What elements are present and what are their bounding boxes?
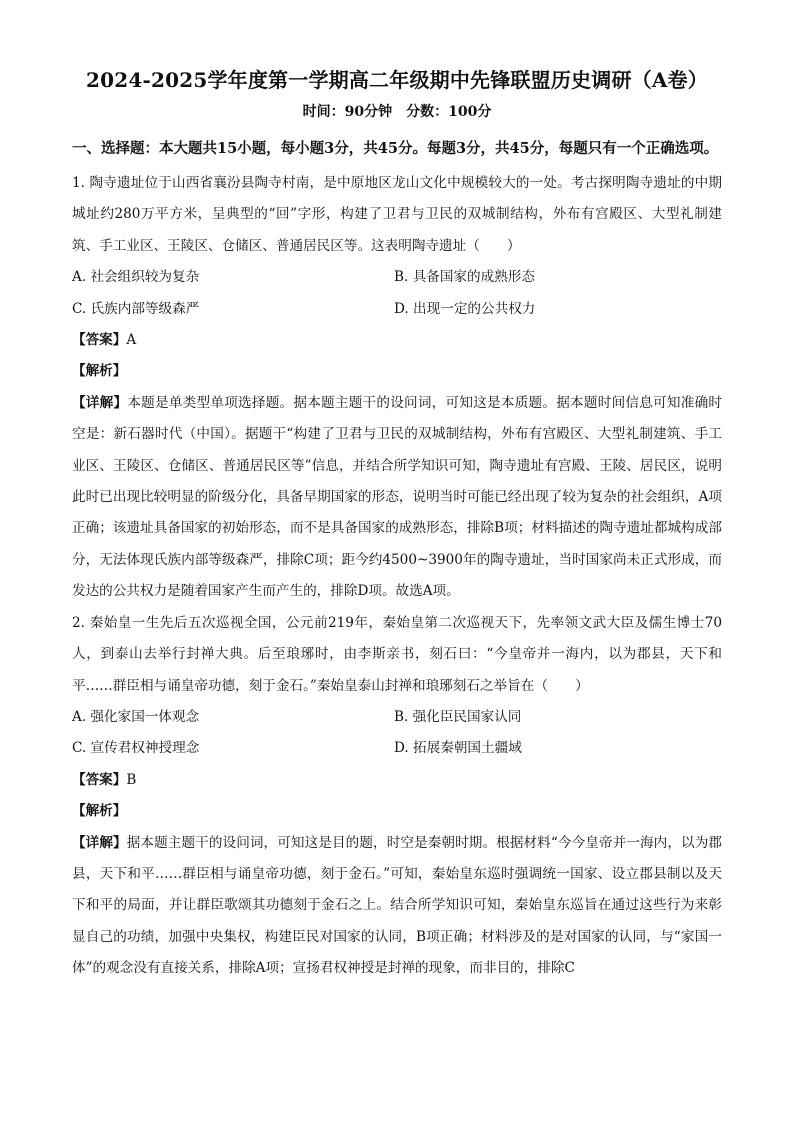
question-stem: 1. 陶寺遗址位于山西省襄汾县陶寺村南，是中原地区龙山文化中规模较大的一处。考古探明陶寺遗址的中期城址约280万平方米，呈典型的“回”字形，构建了卫君与卫民的双城制结构，外布有宫殿区、大型礼制建筑、手工业区、王陵区、仓储区、普通居民区等。这表明陶寺遗址（ ）: [72, 175, 722, 254]
answer-line: [72, 325, 722, 356]
section-heading: 一、选择题：本大题共15小题，每小题3分，共45分。每题3分，共45分，每题只有一个正确选项。: [72, 140, 719, 157]
detail-paragraph: [72, 828, 722, 985]
option-d: D. 拓展秦朝国土疆域: [394, 740, 522, 757]
question-stem: 2. 秦始皇一生先后五次巡视全国，公元前219年，秦始皇第二次巡视天下，先率领文武大臣及儒生博士70人，到泰山去举行封禅大典。后至琅琊时，由李斯亲书，刻石曰：“今皇帝并一海内，以为郡县，天下和平……群臣相与诵皇帝功德，刻于金石。”秦始皇泰山封禅和琅琊刻石之举旨在（ ）: [72, 614, 722, 694]
answer-label: 【答案】: [72, 771, 127, 788]
detail-label: 【详解】: [72, 834, 127, 851]
answer-value: A: [126, 332, 137, 349]
detail-paragraph: [72, 388, 722, 608]
option-b: B. 强化臣民国家认同: [394, 708, 522, 725]
options-list: [72, 262, 722, 325]
exam-title: 2024-2025学年度第一学期高二年级期中先锋联盟历史调研（A卷）: [86, 68, 708, 92]
options-list: [72, 702, 722, 765]
option-c: C. 氏族内部等级森严: [72, 300, 200, 317]
answer-value: B: [126, 771, 137, 788]
detail-text: 据本题主题干的设问词，可知这是目的题，时空是秦朝时期。根据材料“今今皇帝并一海内，以为郡县，天下和平……群臣相与诵皇帝功德，刻于金石。”可知，秦始皇东巡时强调统一国家、设立郡县制以及天下和平的局面，并让群臣歌颂其功德刻于金石之上。结合所学知识可知，秦始皇东巡旨在通过这些行为来彰显自己的功绩，加强中央集权，构建臣民对国家的认同，B项正确；材料涉及的是对国家的认同，与“家国一体”的观念没有直接关系，排除A项；宣扬君权神授是封禅的现象，而非目的，排除C: [72, 834, 723, 977]
option-c: C. 宣传君权神授理念: [72, 740, 200, 757]
answer-label: 【答案】: [72, 332, 127, 349]
option-a: A. 强化家国一体观念: [72, 708, 200, 725]
analysis-label: 【解析】: [72, 803, 127, 820]
detail-text: 本题是单类型单项选择题。据本题主题干的设问词，可知这是本质题。据本题时间信息可知准确时空是：新石器时代（中国）。据题干“构建了卫君与卫民的双城制结构，外布有宫殿区、大型礼制建筑、手工业区、王陵区、仓储区、普通居民区等”信息，并结合所学知识可知，陶寺遗址有宫殿、王陵、居民区，说明此时已出现比较明显的阶级分化，具备早期国家的形态，说明当时可能已经出现了较为复杂的社会组织，A项正确；该遗址具备国家的初始形态，而不是具备国家的成熟形态，排除B项；材料描述的陶寺遗址都城构成部分，无法体现氏族内部等级森严，排除C项；距今约4500~3900年的陶寺遗址，当时国家尚未正式形成，而发达的公共权力是随着国家产生而产生的，排除D项。故选A项。: [72, 394, 723, 600]
exam-subtitle: 时间：90分钟 分数：100分: [302, 104, 492, 120]
question-1: [72, 168, 722, 608]
option-a: A. 社会组织较为复杂: [72, 269, 200, 286]
option-d: D. 出现一定的公共权力: [394, 300, 536, 317]
analysis-label: 【解析】: [72, 363, 127, 380]
question-2: [72, 608, 722, 985]
detail-label: 【详解】: [72, 394, 128, 411]
option-b: B. 具备国家的成熟形态: [394, 269, 535, 286]
answer-line: [72, 765, 722, 796]
